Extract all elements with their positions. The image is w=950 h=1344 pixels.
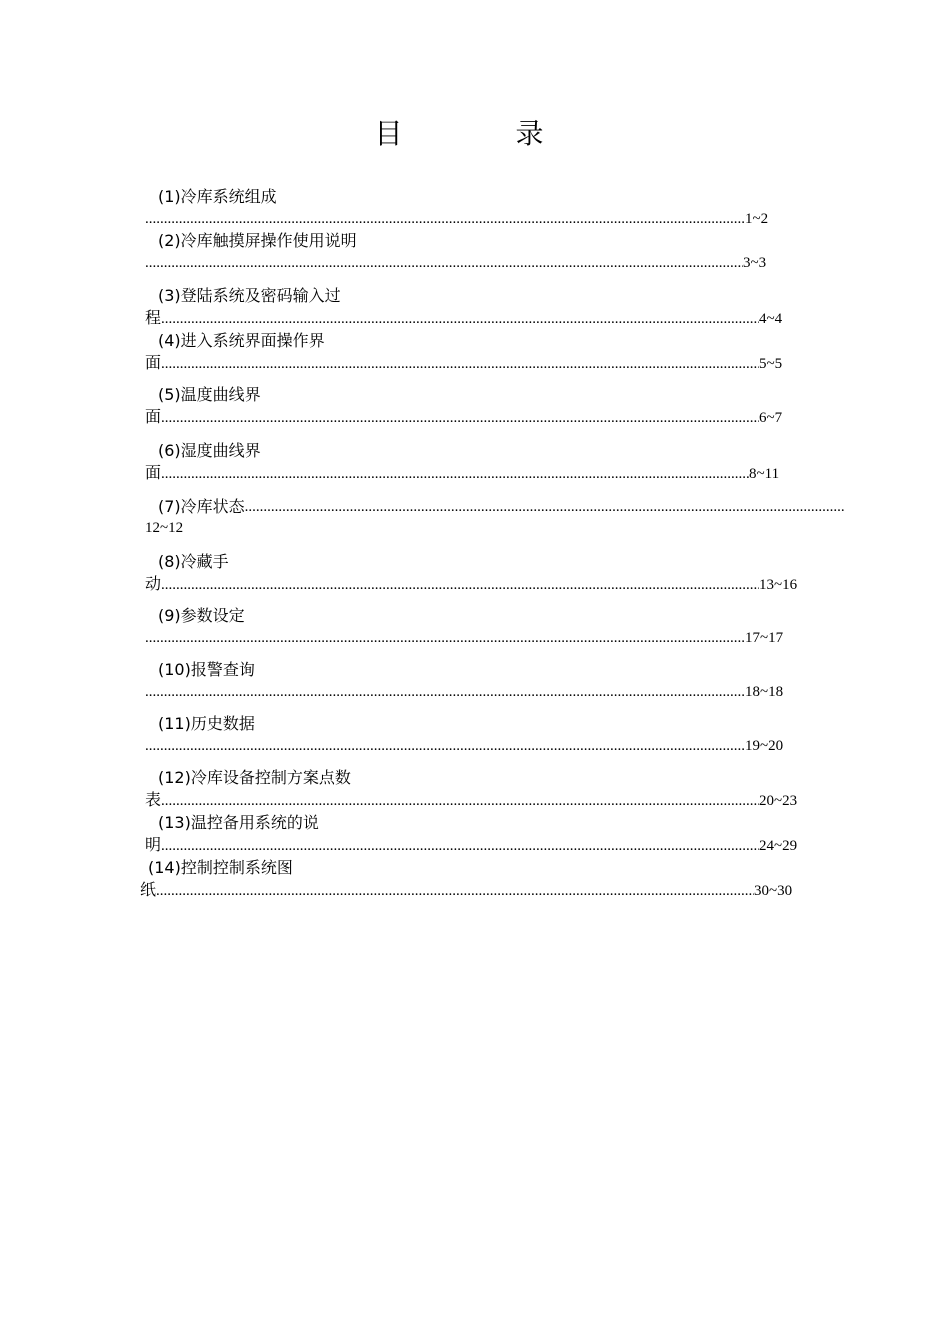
toc-entry-title: (1)冷库系统组成 [158,187,277,206]
dot-leader [161,791,759,811]
toc-entry-2[interactable] [0,230,950,280]
dot-leader [145,628,745,648]
toc-title-continuation: 面 [145,463,162,482]
toc-entry-leader [145,790,797,811]
toc-entry-leader [145,253,766,273]
toc-entry-13[interactable] [0,812,950,862]
toc-entry-title: (4)进入系统界面操作界 [158,331,325,350]
dot-leader [145,209,745,229]
toc-page-range: 30~30 [754,883,793,899]
dot-leader [145,682,745,702]
toc-entry-1[interactable] [0,186,950,236]
dot-leader [245,496,845,518]
toc-page-range: 17~17 [745,630,784,646]
toc-entry-title: (10)报警查询 [158,660,255,679]
toc-entry-7[interactable] [0,496,950,546]
toc-entry-title: (14)控制控制系统图 [148,858,293,877]
toc-entry-leader [145,308,782,329]
toc-entry-9[interactable] [0,605,950,655]
toc-entry-title-text: (7)冷库状态 [158,497,245,516]
toc-title-continuation: 纸 [140,880,157,899]
toc-title-continuation: 面 [145,407,162,426]
toc-entry-14[interactable] [0,857,950,907]
toc-entry-title: (11)历史数据 [158,714,255,733]
toc-entry-leader [145,407,782,428]
toc-page-range: 13~16 [759,577,798,593]
toc-entry-6[interactable] [0,440,950,490]
dot-leader [156,881,754,901]
dot-leader [161,408,759,428]
toc-page-range: 5~5 [759,356,783,372]
dot-leader [161,464,749,484]
toc-entry-title: (8)冷藏手 [158,552,229,571]
toc-title-continuation: 明 [145,835,162,854]
toc-entry-11[interactable] [0,713,950,763]
toc-entry-leader [145,736,783,756]
toc-page-range: 8~11 [749,466,780,482]
toc-entry-leader [145,835,797,856]
toc-page-range: 12~12 [145,520,184,536]
dot-leader [145,736,745,756]
toc-entry-title: (13)温控备用系统的说 [158,813,319,832]
dot-leader [161,575,759,595]
toc-entry-title: (9)参数设定 [158,606,245,625]
toc-entry-leader [145,463,779,484]
dot-leader [145,253,743,273]
toc-entry-12[interactable] [0,767,950,817]
toc-page-range: 4~4 [759,311,783,327]
toc-title-continuation: 面 [145,353,162,372]
toc-page-range: 3~3 [743,255,767,271]
toc-entry-4[interactable] [0,330,950,380]
toc-entry-5[interactable] [0,384,950,434]
toc-page-range: 20~23 [759,793,798,809]
toc-entry-leader [145,628,783,648]
toc-entry-leader [145,209,768,229]
toc-entry-title: (12)冷库设备控制方案点数 [158,768,351,787]
toc-title-continuation: 程 [145,308,162,327]
dot-leader [161,309,759,329]
toc-entry-title: (3)登陆系统及密码输入过 [158,286,341,305]
toc-entry-3[interactable] [0,285,950,335]
toc-page-range: 6~7 [759,410,783,426]
toc-entry-title [158,496,845,518]
toc-title-continuation: 表 [145,790,162,809]
toc-page-range: 19~20 [745,738,784,754]
toc-entry-title: (5)温度曲线界 [158,385,261,404]
toc-entry-title: (2)冷库触摸屏操作使用说明 [158,231,357,250]
toc-page-range: 24~29 [759,838,798,854]
toc-entry-10[interactable] [0,659,950,709]
toc-title-continuation: 动 [145,574,162,593]
toc-entry-leader [145,682,783,702]
page-title: 目 录 [374,117,596,150]
dot-leader [161,354,759,374]
toc-entry-leader [145,574,797,595]
toc-page-range: 18~18 [745,684,784,700]
toc-entry-leader [145,353,782,374]
dot-leader [161,836,759,856]
toc-entry-8[interactable] [0,551,950,601]
toc-page-range: 1~2 [745,211,769,227]
toc-entry-title: (6)湿度曲线界 [158,441,261,460]
toc-entry-leader [140,880,792,901]
